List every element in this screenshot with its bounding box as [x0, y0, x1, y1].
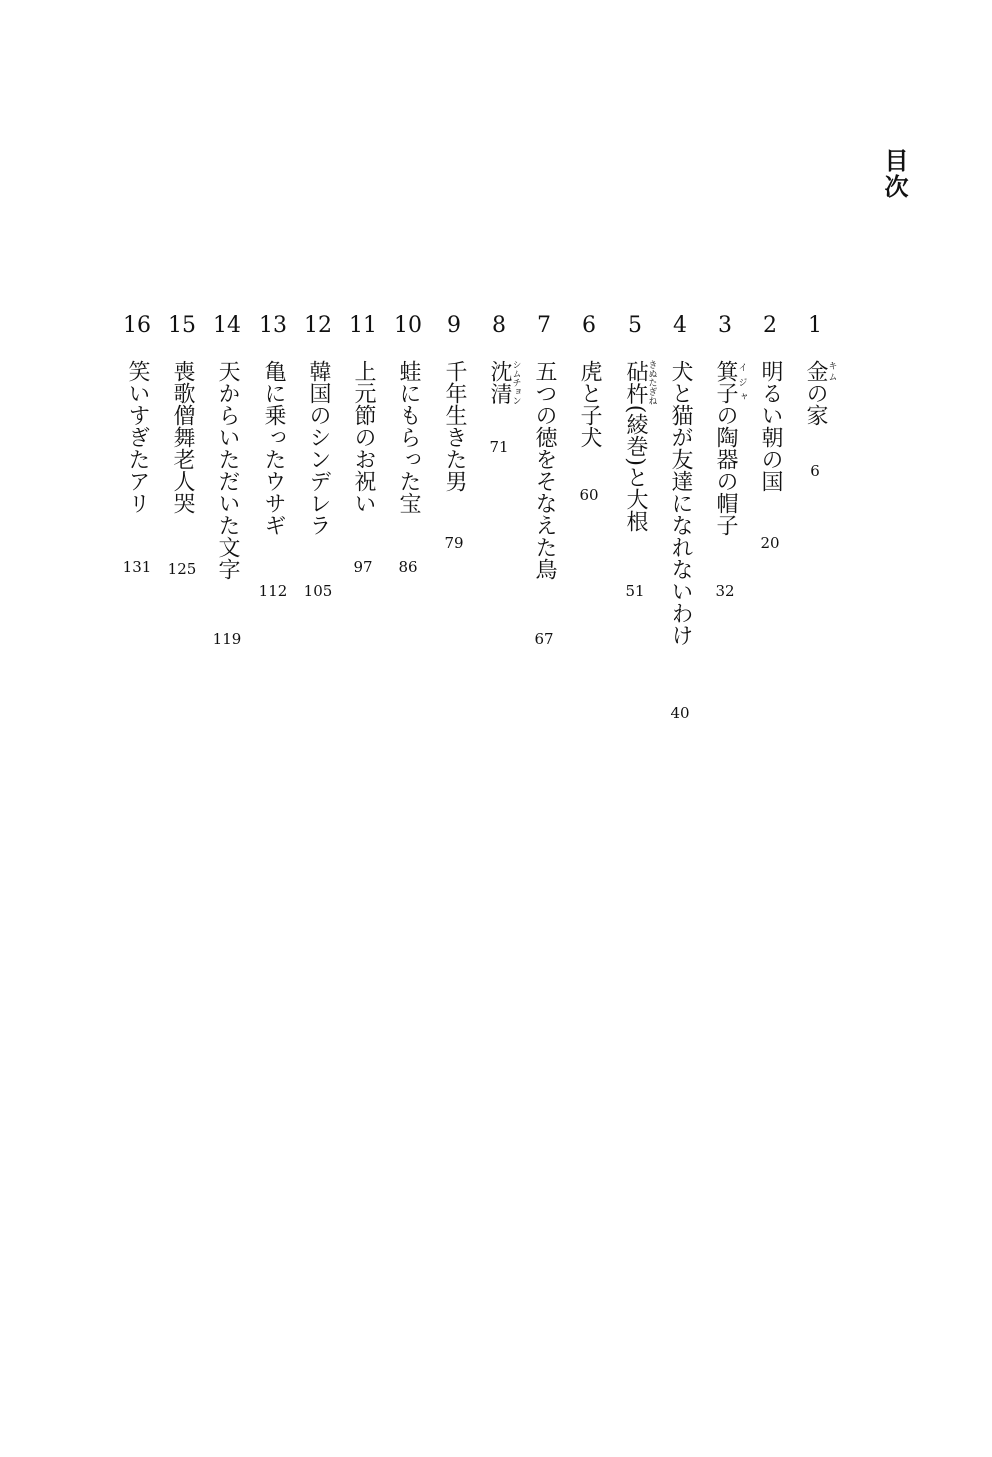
toc-entry-page: 86: [398, 558, 418, 576]
toc-entry-page: 32: [715, 582, 735, 600]
title-kanji: 箕子: [713, 360, 738, 404]
toc-entry-page: 112: [258, 582, 288, 600]
toc-entry-page: 79: [444, 534, 464, 552]
toc-entry-title: 天からいただいた文字: [215, 360, 240, 580]
toc-entry-page: 105: [303, 582, 333, 600]
furigana: イジャ: [736, 360, 747, 404]
toc-entry-number: 7: [537, 313, 551, 338]
toc-entry-number: 15: [168, 313, 196, 338]
toc-entry-number: 12: [304, 313, 332, 338]
toc-entry-title: 蛙にもらった宝: [396, 360, 421, 514]
toc-entry-number: 9: [447, 313, 461, 338]
toc-entry-page: 6: [810, 462, 820, 480]
toc-entry-number: 13: [259, 313, 287, 338]
furigana: キム: [826, 360, 837, 382]
toc-entry-number: 10: [394, 313, 422, 338]
toc-entry-page: 67: [534, 630, 554, 648]
toc-entry-title: 笑いすぎたアリ: [125, 360, 150, 514]
toc-entry-page: 51: [625, 582, 645, 600]
toc-entry-page: 131: [122, 558, 152, 576]
toc-entry-page: 20: [760, 534, 780, 552]
title-rest: の陶器の帽子: [713, 404, 738, 536]
toc-entry-number: 1: [808, 313, 822, 338]
title-kanji: 砧杵: [623, 360, 648, 405]
toc-entry-number: 3: [718, 313, 732, 338]
toc-entry-number: 5: [628, 313, 642, 338]
toc-entry-page: 97: [353, 558, 373, 576]
toc-entry-number: 2: [763, 313, 777, 338]
toc-entry-page: 60: [579, 486, 599, 504]
toc-entry-title: [793, 360, 837, 426]
toc-entry-number: 4: [673, 313, 687, 338]
title-rest: (綾巻)と大根: [623, 404, 648, 532]
title-rest: の家: [803, 382, 828, 426]
toc-entry-title: 五つの徳をそなえた鳥: [532, 360, 557, 580]
toc-entry-title: 千年生きた男: [442, 360, 467, 492]
toc-entry-number: 16: [123, 313, 151, 338]
toc-entry-title: 上元節のお祝い: [351, 360, 376, 514]
toc-entry-page: 119: [212, 630, 242, 648]
toc-entry-page: 40: [670, 704, 690, 722]
toc-entry-title: [613, 360, 657, 532]
toc-entry-number: 6: [582, 313, 596, 338]
furigana: シムチョン: [510, 360, 521, 405]
toc-entry-number: 11: [349, 313, 377, 338]
toc-entry-page: 71: [489, 438, 509, 456]
toc-entry-number: 8: [492, 313, 506, 338]
title-kanji: 沈清: [487, 360, 512, 405]
toc-entry-title: 犬と猫が友達になれないわけ: [668, 360, 693, 646]
toc-entry-title: [703, 360, 747, 536]
toc-entry-number: 14: [213, 313, 241, 338]
toc-entry-title: 虎と子犬: [577, 360, 602, 448]
toc-title: 目次: [880, 148, 909, 200]
toc-entry-title: 韓国のシンデレラ: [306, 360, 331, 536]
toc-entry-title: [477, 360, 521, 405]
furigana: きぬたぎね: [646, 360, 657, 405]
title-kanji: 金: [803, 360, 828, 382]
toc-entry-title: 亀に乗ったウサギ: [261, 360, 286, 536]
toc-entry-title: 明るい朝の国: [758, 360, 783, 492]
toc-entry-page: 125: [167, 560, 197, 578]
toc-entry-title: 喪歌僧舞老人哭: [170, 360, 195, 514]
